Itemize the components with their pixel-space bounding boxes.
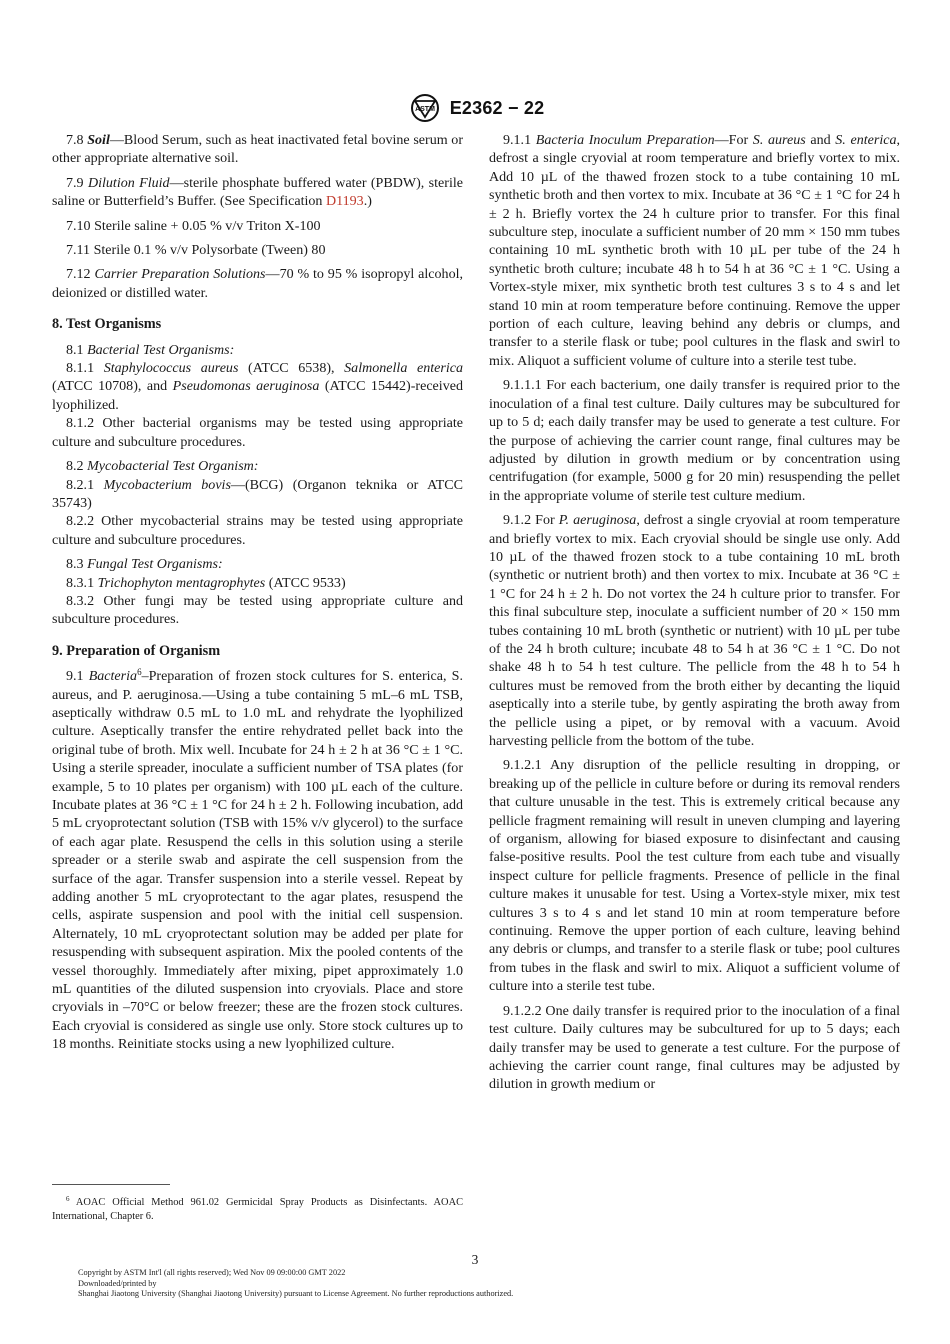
astm-logo-icon: [406, 93, 444, 123]
section-7-11: 7.11 Sterile 0.1 % v/v Polysorbate (Tween) 80: [66, 242, 326, 259]
section-7-10: 7.10 Sterile saline + 0.05 % v/v Triton X-100: [66, 217, 321, 234]
section-8-3-2: 8.3.2 Other fungi may be tested using appropriate culture and subculture procedures.: [52, 592, 463, 628]
section-7-9: 7.9 Dilution Fluid—sterile phosphate buffered water (PBDW), sterile saline or Butterfield’s Buffer. (See Specification D1193.): [52, 174, 463, 210]
section-9-1-2-1: 9.1.2.1 Any disruption of the pellicle resulting in dropping, or breaking up of the pellicle in culture before or during its removal renders that culture unusable in the test. This is extremely critical because any pellicle fragment remaining will result in uneven clumping and layering of organism, allowing for biased exposure to disinfectant and causing false-positive results. Pool the test culture from each tube and visually inspect culture for pellicle fragments. Presence of pellicle in the final culture makes it unusable for test. Using a Vortex-style mixer, mix test cultures 3 s to 4 s and let stand 10 min at room temperature before continuing. Remove the upper portion of each culture, leaving behind any debris or clumps, and transfer to a sterile flask or tube; pool cultures from tubes in the flask and swirl to mix. Aliquot a sufficient volume of culture into a sterile test tube.: [489, 757, 900, 995]
section-8-2-1: 8.2.1 Mycobacterium bovis—(BCG) (Organon teknika or ATCC 35743): [52, 476, 463, 511]
section-8-3-1: 8.3.1 Trichophyton mentagrophytes (ATCC 9533): [66, 574, 346, 591]
footnote-ref-6[interactable]: 6: [137, 667, 142, 678]
copyright-line-1: Copyright by ASTM Int'l (all rights reserved); Wed Nov 09 09:00:00 GMT 2022: [78, 1268, 346, 1277]
right-column: [489, 131, 900, 1100]
document-number: E2362 − 22: [449, 97, 545, 118]
section-8-heading: 8. Test Organisms: [52, 316, 162, 333]
section-7-12: 7.12 Carrier Preparation Solutions—70 % to 95 % isopropyl alcohol, deionized or distilled water.: [52, 266, 464, 301]
footnote-divider: [52, 1184, 170, 1185]
section-9-1-1-1: 9.1.1.1 For each bacterium, one daily transfer is required prior to the inoculation of a final test culture. Daily cultures may be subcultured for up to 5 d; each daily transfer may be used to generate a test culture. For the purpose of achieving the carrier count range, final cultures may be adjusted by dilution in growth medium or by concentration using centrifugation (for example, 5000 g for 20 min) resuspending the pellet in the appropriate volume of sterile test culture medium.: [489, 377, 900, 504]
copyright-line-2: Downloaded/printed by: [78, 1278, 157, 1288]
section-8-1-2: 8.1.2 Other bacterial organisms may be tested using appropriate culture and subculture procedures.: [52, 415, 463, 450]
svg-text:ASTM: ASTM: [414, 106, 435, 113]
section-9-1-1: 9.1.1 Bacteria Inoculum Preparation—For S. aureus and S. enterica, defrost a single cryovial at room temperature and briefly vortex to mix. Add 10 µL of the thawed frozen stock to a tube containing 10 mL synthetic broth and then vortex to mix. Incubate at 36 °C ± 1 °C for 24 h ± 2 h. Briefly vortex the 24 h culture prior to transfer. For this final subculture step, inoculate a sufficient number of 20 mm × 150 mm tubes containing 10 mL synthetic broth with 10 µL per tube of the 24 h synthetic broth culture; incubate 48 h to 54 h at 36 °C ± 1 °C. Using a Vortex-style mixer, mix synthetic broth test cultures 3 s to 4 s and let stand 10 min at room temperature before continuing. Remove the upper portion of each culture, leaving behind any debris or clumps, and transfer to a sterile flask or tube; pool cultures in the flask and swirl to mix. Aliquot a sufficient volume of culture into a sterile test tube.: [489, 132, 900, 369]
section-7-8: 7.8 Soil—Blood Serum, such as heat inactivated fetal bovine serum or other appropriate alternative soil.: [52, 132, 463, 167]
section-8-3: 8.3 Fungal Test Organisms:: [66, 556, 223, 573]
section-9-heading: 9. Preparation of Organism: [52, 642, 221, 659]
copyright-notice: [78, 1268, 513, 1300]
section-8-1-1: 8.1.1 Staphylococcus aureus (ATCC 6538), Salmonella enterica (ATCC 10708), and Pseudomonas aeruginosa (ATCC 15442)-received lyophilized.: [52, 360, 463, 413]
section-8-1: 8.1 Bacterial Test Organisms:: [66, 341, 235, 358]
left-column: [52, 131, 463, 1060]
footnote-6: $^6$ AOAC Official Method 961.02 Germicidal Spray Products as Disinfectants. AOAC International, Chapter 6.: [52, 1195, 463, 1222]
section-8-2: 8.2 Mycobacterial Test Organism:: [66, 458, 259, 475]
copyright-line-3: Shanghai Jiaotong University (Shanghai Jiaotong University) pursuant to License Agreement. No further reproductions authorized.: [78, 1289, 514, 1299]
section-8-2-2: 8.2.2 Other mycobacterial strains may be tested using appropriate culture and subculture procedures.: [52, 513, 463, 548]
section-9-1: 9.1 Bacteria$^6$–Preparation of frozen stock cultures for S. enterica, S. aureus, and P. aeruginosa.—Using a tube containing 5 mL–6 mL TSB, aseptically withdraw 0.5 mL to 1.0 mL and rehydrate the lyophilized culture. Aseptically transfer the entire rehydrated pellet back into the original tube of broth. Mix well. Incubate for 24 h ± 2 h at 36 °C ± 1 °C. Using a sterile spreader, inoculate a sufficient number of TSA plates (for example, 5 to 10 plates per organism) with 100 µL each of the culture. Incubate plates at 36 °C ± 1 °C for 24 h ± 2 h. Following incubation, add 5 mL cryoprotectant solution (TSB with 15% v/v glycerol) to the surface of each agar plate. Resuspend the cells in this solution using a sterile spreader or a sterile swab and aspirate the cell suspension from the surface of the agar. Transfer suspension into a sterile vessel. Repeat by adding another 5 mL cryoprotectant to the agar plates, resuspend the cells, aspirate suspension and pool with the initial cell suspension. Alternately, 10 mL cryoprotectant solution may be added per plate for resuspending with subsequent aspiration. Mix the pooled contents of the vessel thoroughly. Immediately after mixing, pipet approximately 1.0 mL quantities of the diluted suspension into cryovials. Place and store cryovials in –70°C or below freezer; these are the frozen stock cultures. Each cryovial is considered as single use only. Store stock cultures up to 18 months. Reinitiate stocks using a new lyophilized culture.: [52, 667, 463, 1053]
page-header: [0, 92, 950, 124]
section-9-1-2-2: 9.1.2.2 One daily transfer is required prior to the inoculation of a final test culture. Daily cultures may be subcultured for up to 5 days; each daily transfer may be used to generate a test culture. For the purpose of achieving the carrier count range, final cultures may be adjusted by dilution in growth medium or: [489, 1002, 900, 1093]
spec-link-d1193[interactable]: D1193: [325, 193, 364, 210]
page-number: 3: [471, 1252, 479, 1267]
section-9-1-2: 9.1.2 For P. aeruginosa, defrost a single cryovial at room temperature and briefly vortex to mix. Each cryovial should be single use only. Add 10 µL of the thawed frozen stock to a tube containing 10 mL broth (synthetic or nutrient broth) and then vortex to mix. Incubate at 36 °C ± 1 °C for 24 h ± 2 h. Do not vortex the 24 h culture prior to transfer. For this final subculture step, inoculate a sufficient number of 20 × 150 mm tubes containing 10 mL broth (synthetic or nutrient) with 10 µL per tube of the 24 h broth culture; incubate 48 to 54 h at 36 °C ± 1 °C. Do not shake 48 h to 54 h test culture. The pellicle from the 48 h to 54 h cultures must be removed from the broth either by decanting the liquid aseptically into a sterile tube, by gently aspirating the broth away from the pellicle using a pipet, or by removal with a vacuum. Avoid harvesting pellicle from the bottom of the tube.: [489, 512, 900, 749]
